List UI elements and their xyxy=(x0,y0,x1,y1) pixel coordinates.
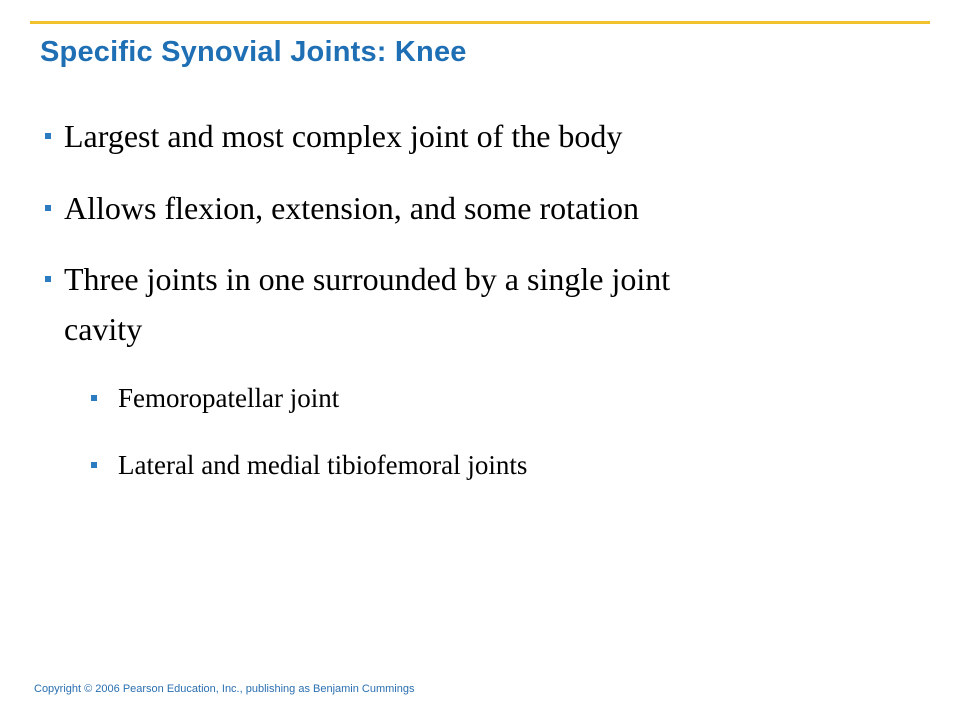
bullet-text: Allows flexion, extension, and some rotation xyxy=(64,190,640,226)
square-bullet-icon xyxy=(45,133,51,139)
top-divider xyxy=(30,21,930,24)
square-bullet-icon xyxy=(45,276,51,282)
square-bullet-icon xyxy=(91,462,97,468)
bullet-text-continuation: cavity xyxy=(64,311,143,347)
bullet-text: Three joints in one surrounded by a single joint xyxy=(64,261,671,297)
bullet-text: Largest and most complex joint of the body xyxy=(64,118,623,154)
copyright-footer: Copyright © 2006 Pearson Education, Inc., publishing as Benjamin Cummings xyxy=(34,683,415,695)
slide-title: Specific Synovial Joints: Knee xyxy=(40,36,467,68)
square-bullet-icon xyxy=(91,395,97,401)
sub-bullet-text: Lateral and medial tibiofemoral joints xyxy=(118,450,528,480)
sub-bullet-text: Femoropatellar joint xyxy=(118,383,340,413)
square-bullet-icon xyxy=(45,205,51,211)
